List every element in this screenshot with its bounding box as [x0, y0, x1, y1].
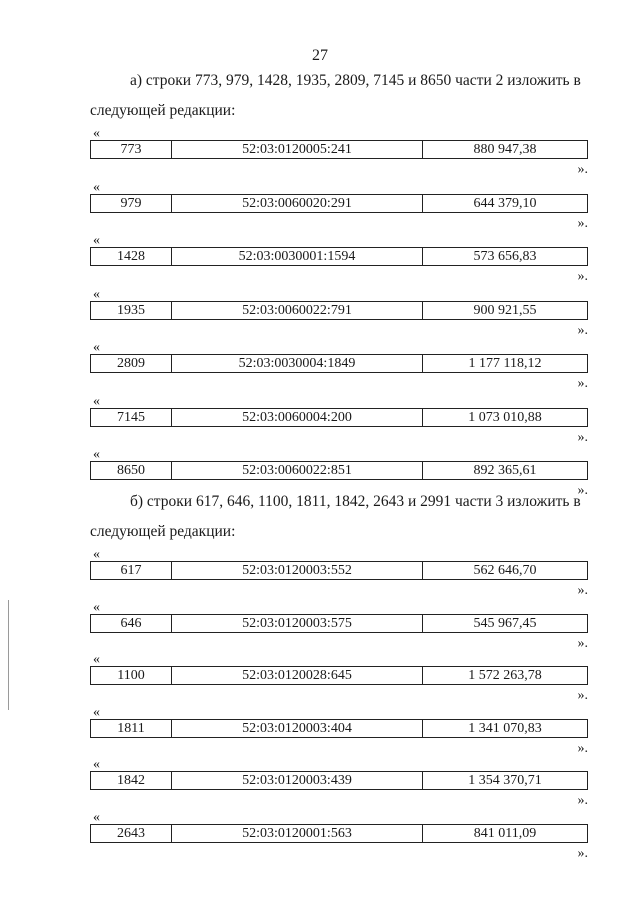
- closing-quote: ».: [577, 688, 588, 703]
- row-table: [90, 354, 588, 373]
- closing-quote: ».: [577, 793, 588, 808]
- value-cell: 573 656,83: [473, 249, 537, 264]
- cadastral-number-cell: 52:03:0120028:645: [172, 667, 423, 684]
- row-number-cell: 773: [91, 141, 172, 158]
- value-cell: 1 341 070,83: [468, 721, 542, 736]
- cadastral-number-cell: 52:03:0030004:1849: [172, 355, 423, 372]
- row-number-cell: 2809: [91, 355, 172, 372]
- opening-quote: «: [93, 340, 100, 355]
- closing-quote: ».: [577, 269, 588, 284]
- closing-quote: ».: [577, 430, 588, 445]
- row-table: [90, 614, 588, 633]
- section-a-line1: а) строки 773, 979, 1428, 1935, 2809, 7145 и 8650 части 2 изложить в: [130, 72, 581, 89]
- opening-quote: «: [93, 287, 100, 302]
- section-b-line2: следующей редакции:: [90, 522, 236, 540]
- row-table: [90, 719, 588, 738]
- row-number-cell: 979: [91, 195, 172, 212]
- value-cell: 892 365,61: [473, 463, 537, 478]
- closing-quote: ».: [577, 583, 588, 598]
- row-table: [90, 408, 588, 427]
- value-cell: 1 177 118,12: [468, 356, 542, 371]
- cadastral-number-cell: 52:03:0120003:552: [172, 562, 423, 579]
- opening-quote: «: [93, 233, 100, 248]
- cadastral-number-cell: 52:03:0060022:851: [172, 462, 423, 479]
- row-table: [90, 301, 588, 320]
- section-a-line2: следующей редакции:: [90, 101, 236, 119]
- row-table: [90, 461, 588, 480]
- value-cell: 644 379,10: [473, 196, 537, 211]
- opening-quote: «: [93, 547, 100, 562]
- row-number-cell: 8650: [91, 462, 172, 479]
- opening-quote: «: [93, 447, 100, 462]
- opening-quote: «: [93, 652, 100, 667]
- row-table: [90, 824, 588, 843]
- cadastral-number-cell: 52:03:0120003:575: [172, 615, 423, 632]
- row-table: [90, 561, 588, 580]
- row-number-cell: 7145: [91, 409, 172, 426]
- cadastral-number-cell: 52:03:0120003:439: [172, 772, 423, 789]
- row-table: [90, 140, 588, 159]
- row-table: [90, 247, 588, 266]
- value-cell: 880 947,38: [473, 142, 537, 157]
- closing-quote: ».: [577, 741, 588, 756]
- cadastral-number-cell: 52:03:0060022:791: [172, 302, 423, 319]
- opening-quote: «: [93, 600, 100, 615]
- row-number-cell: 2643: [91, 825, 172, 842]
- cadastral-number-cell: 52:03:0120003:404: [172, 720, 423, 737]
- closing-quote: ».: [577, 636, 588, 651]
- row-number-cell: 1100: [91, 667, 172, 684]
- value-cell: 841 011,09: [473, 826, 537, 841]
- closing-quote: ».: [577, 376, 588, 391]
- cadastral-number-cell: 52:03:0120001:563: [172, 825, 423, 842]
- closing-quote: ».: [577, 323, 588, 338]
- row-number-cell: 1428: [91, 248, 172, 265]
- row-number-cell: 646: [91, 615, 172, 632]
- value-cell: 545 967,45: [473, 616, 537, 631]
- cadastral-number-cell: 52:03:0060020:291: [172, 195, 423, 212]
- cadastral-number-cell: 52:03:0060004:200: [172, 409, 423, 426]
- value-cell: 1 354 370,71: [468, 773, 542, 788]
- row-table: [90, 666, 588, 685]
- row-number-cell: 1842: [91, 772, 172, 789]
- closing-quote: ».: [577, 162, 588, 177]
- opening-quote: «: [93, 180, 100, 195]
- row-table: [90, 194, 588, 213]
- value-cell: 900 921,55: [473, 303, 537, 318]
- row-number-cell: 1935: [91, 302, 172, 319]
- opening-quote: «: [93, 757, 100, 772]
- section-a-paragraph: [90, 72, 590, 119]
- opening-quote: «: [93, 126, 100, 141]
- opening-quote: «: [93, 394, 100, 409]
- opening-quote: «: [93, 810, 100, 825]
- value-cell: 562 646,70: [473, 563, 537, 578]
- cadastral-number-cell: 52:03:0120005:241: [172, 141, 423, 158]
- opening-quote: «: [93, 705, 100, 720]
- closing-quote: ».: [577, 846, 588, 861]
- row-table: [90, 771, 588, 790]
- row-number-cell: 1811: [91, 720, 172, 737]
- section-b-line1: б) строки 617, 646, 1100, 1811, 1842, 2643 и 2991 части 3 изложить в: [130, 493, 581, 510]
- page-number: 27: [312, 47, 328, 64]
- closing-quote: ».: [577, 216, 588, 231]
- value-cell: 1 572 263,78: [468, 668, 542, 683]
- section-b-paragraph: [90, 493, 590, 540]
- row-number-cell: 617: [91, 562, 172, 579]
- cadastral-number-cell: 52:03:0030001:1594: [172, 248, 423, 265]
- value-cell: 1 073 010,88: [468, 410, 542, 425]
- margin-line: [8, 600, 9, 710]
- closing-quote: ».: [577, 483, 588, 498]
